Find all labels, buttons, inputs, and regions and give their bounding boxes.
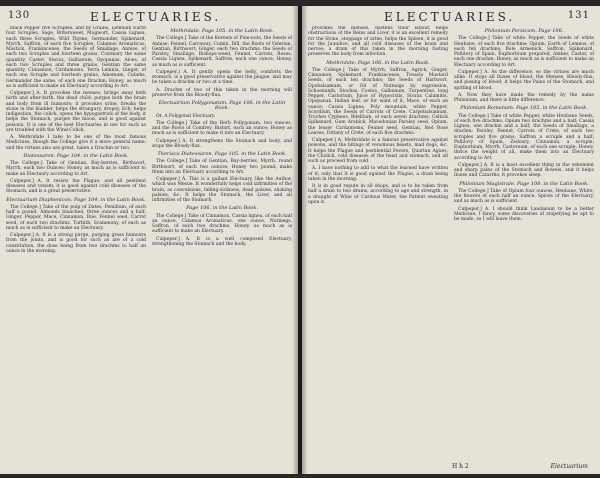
paragraph: Culpeper.] A. It is a strong purge, purging gross humours from the joints, and is good for such as are of a cold constitution, the dose being from two drachms to half an ounce in the morning. (6, 233, 146, 254)
paragraph: The College.] Take of Gentian, Bay-berries, Myrrh, round Birthwort, of each two ounces; Honey two pound; make them into an Electuary according to Art. (152, 159, 292, 175)
paragraph: The College.] Take of white Pepper, the Seeds of white Henbane, of each five drachms; Opium, Earth of Lemnos, of each ten drachms; Bole Armenick, Saffron, Spikenard, Pellitory of Spain, Euphorbium prepared, Amber, Castor, of each one drachm; Honey, as much as is sufficient to make an Electuary according to Art. (454, 36, 594, 68)
paragraph: Culpeper.] A. I should think Laudanum to be a better Medicine; I fancy, some discoveries of stupefying be apt to be made, so I will leave them. (454, 206, 594, 222)
paragraph: The College.] Take of white Pepper, white Henbane Seeds, of each five drachms; Opium two drachms and a half; Cassia Lignea, one drachm and a half; the Seeds of Smallage, a drachm; Parsley, Fennel, Carrots of Crete, of each two scruples and five grains; Saffron a scruple and a half; Pellitory of Spain, Zedoary, Cinnamon, a scruple; Euphorbium, Myrrh, Castoreum, of each one scruple; Honey, thrice the weight of all, make them into an Electuary according to Art. (454, 113, 594, 161)
paragraph: Culpeper.] A. It strengthens the Stomach and body, and stops the Bloody-flux. (152, 138, 292, 149)
book-gutter (292, 6, 308, 474)
paragraph: It is in good repute in all shops, and is to be taken from half a dram to two drams, according to age and strength, in a draught of Wine or Carduus Water, the Patient sweating upon it. (308, 184, 448, 205)
paragraph: Culpeper.] A. It is a well composed Electuary, strengthening the Stomach and the body. (152, 236, 292, 247)
paragraph: The College.] Take of the pulp of Dates, Penidium, of each half a pound, Almonds blanched, three ounces and a half; Ginger, Pepper, Mace, Cinnamon, Rue, Fennel seed, Carrot seed, of each two drachms, Turbith, Scammony, of each as much as is sufficient to make an Electuary. (6, 204, 146, 231)
paragraph: Culpeper.] A. Methridate is a famous preservative against poisons, and the bitings of venomous beasts, mad dogs, &c. It helps the Plague and pestilential Fevers, Quartan Agues, the Cholick, cold diseases of the head and stomach, and all such as proceed from cold. (308, 138, 448, 164)
paragraph: The College.] Take of Cinnamon, Cassia lignea, of each half an ounce, Calamus Aromaticus, one ounce, Nutmegs, Saffron, of each two drachms, Honey, as much as is sufficient to make an Electuary. (152, 213, 292, 235)
paragraph: Culpeper.] A. As the difference, so the virtues are much alike. It stops all fluxes of blood, the Menses, Bloody-flux, and pissing of blood; it helps the Pains of the Stomach, and spitting of blood. (454, 69, 594, 91)
section-heading: Theriaca Diatessaron. Page 105. in the Latin Book. (157, 151, 287, 157)
left-page (0, 6, 298, 474)
column (6, 26, 146, 470)
paragraph: The College.] Take of the Kernels of Pine-nuts, the Seeds of Annise, Fennel, Carraway, Cumin, Dill, the Roots of Valerian, Gentian, Birthwort, Ginger, each two drachms; the Seeds of Parsley, Smallage, Bishops-weed, Fennel, Carrots, Roses, Cassia Lignea, Spikenard, Saffron, each one ounce; Honey, as much as is sufficient. (152, 36, 292, 68)
paragraph: Culpeper.] A. It provokes the menses, brings away both birth and after-birth, the dead child; purges both the brain and body from ill humours; it provokes urine, breaks the stone in the bladder, helps the strangury, dropsy, itch; helps indigestion, the colick, opens the hypogastrick of the body, it helps the Stomach, purges the blood, and is good against poisons. It is one of the best Electuaries in use for such as are troubled with the Wind-Colick. (6, 91, 146, 133)
paragraph: A. I have nothing to add to what the learned have written of it; only that it is good against the Plague, a dram being taken in the morning. (308, 166, 448, 182)
section-heading: Electuarium Pollygonatum. Page 106. in the Latin Book. (158, 100, 286, 112)
section-heading: Philonium Persicum. Page 106. (484, 28, 564, 34)
paragraph: The College.] Take of Gentian, Bay-berries, Birthwort, Myrrh, each two Ounces; Honey, as much as is sufficient to make an Electuary according to Art. (6, 161, 146, 177)
paragraph: A. Now they have made the remedy by the name Philonium, and there is little difference. (454, 92, 594, 103)
catchword: Electuarium (550, 463, 588, 470)
section-heading: Electuarium Diaphenicon. Page 104. in the Latin Book. (6, 196, 146, 203)
paragraph: Culpeper.] A. It resists the Plague, and all pestilent diseases and venom; it is good against cold diseases of the Stomach, and is a great preservative. (6, 178, 146, 195)
column (454, 26, 594, 470)
signature-mark: H h 2 (452, 463, 469, 470)
paragraph: Culpeper.] A. It gently opens the belly, comforts the stomach, is a good preservative against the plague, and may be taken a drachm or two at a time. (152, 69, 292, 86)
section-heading: Methridate. Page 105. in the Latin Book. (170, 28, 274, 34)
paragraph: Or, A Polygonal Electuary. (156, 113, 216, 119)
page-number: 131 (567, 10, 590, 21)
paragraph: A. Methridate I take to be one of the most famous Medicines, though the College give it a more general name; and the virtues also are great, taken a Drachm or two. (6, 135, 146, 151)
running-head (302, 10, 600, 26)
running-head (0, 10, 298, 26)
section-heading: Page 106. in the Latin Book. (186, 205, 258, 212)
paragraph: Culpeper.] A. This is a gallant Electuary, like the Author, which was Mesue. It wonderfully helps cold infirmities of the brain, as convulsions, falling-sickness, dead palsies, shaking palsies, &c. It helps the Stomach, the Liver, and all infirmities of the Stomach. (152, 177, 292, 203)
paragraph: The College.] Take of Myrrh, Saffron, Agrick, Ginger, Cinnamon, Spikenard, Frankincense, Treacle Mustard Seeds, of each ten drachms; the Seeds of Hartwort, Opobalsamum, or Oil of Nutmegs by expression, Schoenanth, Stochas, Costus, Galbanum, Turpentine, long Pepper, Castorium, Juice of Hypocistis, Storax Calamitis, Opopanax, Indian leaf, or for want of it, Mace, of each an ounce; Cassia Lignea, Poly mountain, white Pepper, Scordium, the Seeds of Carrots of Crete, Carpobalsamum, Troches Cypheos, Bdellium, of each seven drachms; Celtick Spikenard, Gum Arabick, Macedonian Parsley seed, Opium, the lesser Cardamoms, Fennel seed, Gentian, Red Rose Leaves, Dittany of Crete, of each five drachms. (308, 67, 448, 136)
column (152, 26, 292, 470)
paragraph: The College.] Take of the Herb Pollygonum, two ounces, and the Roots of Comfrey, Bistort, each an ounce; Honey as much as is sufficient to make it into an Electuary. (152, 120, 292, 137)
text-columns (308, 26, 594, 470)
paragraph: A. Drachm of two of this taken in the morning will preserve from the Bloody-flux. (152, 87, 292, 98)
page-number: 130 (8, 10, 31, 21)
section-heading: Diatessaron. Page 104. in the Latin Book. (23, 152, 129, 159)
right-page (302, 6, 600, 474)
running-title: ELECTUARIES. (384, 10, 516, 24)
paragraph: black Pepper five Scruples, and by Grains, Lemnian Earth four Scruples, Sage, Bittersweet, Mugwort, Cassia Lignea, each three Scruples, Wild Thyme, Germander, Spikenard, Myrrh, Saffron, of each five Scruples, Calamus Aromaticus, Mastick, Frankincense, the Seeds of Smallage, Annise, of each two Scruples and fourteen grains, Costmary the same quantity, Castor, Storax, Galbanum, Opopanax, Aloes, of each two Scruples and three grains, Gentian the same quantity, Cinnamon, Cardamoms, Terra Lemnia, Ginger, of each one Scruple and fourteen grains, Amomum, Cubebs, Germander the same, of each one Drachm; Honey, as much as is sufficient to make an Electuary according to Art. (6, 26, 146, 89)
column (308, 26, 448, 470)
text-columns (6, 26, 292, 470)
section-heading: Philonium Romanum. Page 105. in the Latin Book. (460, 105, 588, 112)
running-title: ELECTUARIES. (90, 10, 222, 24)
paragraph: provokes the menses, hastens their labour, helps obstructions of the Reins and Liver, it is an excellent remedy for the Stone, stoppage of urine, helps the Spleen, it is good for the Jaundice, and all cold diseases of the brain and nerves; a dram of this taken in the morning fasting preserves the body from infection. (308, 26, 448, 58)
paragraph: Culpeper.] A. It is a most excellent thing in the vehement and sharp pains of the Stomach and Bowels, and it helps fluxes and Catarrhs; it provokes sleep. (454, 162, 594, 179)
section-heading: Methridate. Page 106. in the Latin Book. (326, 59, 430, 66)
paragraph: The College.] Take of Opium four ounces, Henbane, White, the flowers of each half an ounce, Spices of the Electuary, and as much as is sufficient. (454, 188, 594, 205)
section-heading: Philonium Magistrale. Page 108. in the Latin Book. (459, 180, 589, 187)
